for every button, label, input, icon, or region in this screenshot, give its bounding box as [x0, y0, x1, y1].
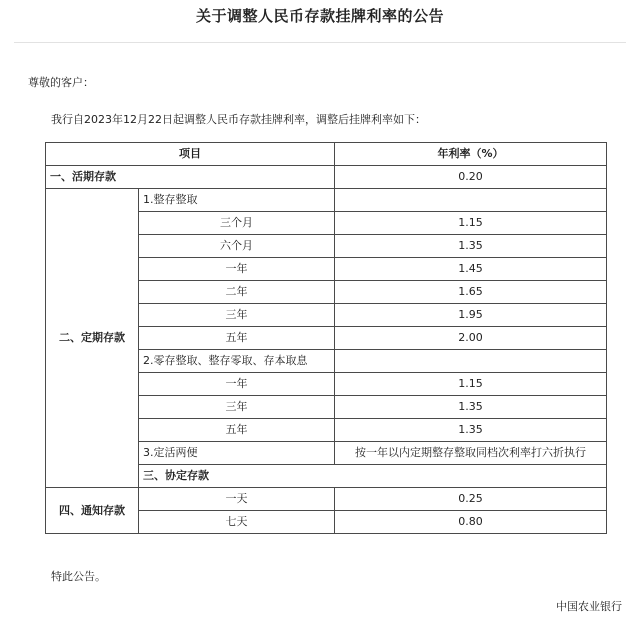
table-header-row [46, 143, 607, 166]
closing-note: 特此公告。 [51, 570, 106, 583]
rate-value [335, 350, 607, 373]
term-label: 六个月 [139, 235, 335, 258]
subsection-label: 1.整存整取 [139, 189, 335, 212]
rate-value: 1.35 [335, 419, 607, 442]
greeting: 尊敬的客户： [28, 76, 94, 89]
term-label: 三年 [139, 304, 335, 327]
rate-value: 按一年以内定期整存整取同档次利率打六折执行 [335, 442, 607, 465]
header-item: 项目 [46, 143, 335, 166]
rate-value: 0.80 [335, 511, 607, 534]
intro-paragraph: 我行自2023年12月22日起调整人民币存款挂牌利率，调整后挂牌利率如下： [51, 113, 426, 126]
bank-signature: 中国农业银行 [556, 600, 622, 613]
rate-value: 1.45 [335, 258, 607, 281]
rate-value: 1.95 [335, 304, 607, 327]
header-rate: 年利率（%） [335, 143, 607, 166]
term-label: 一年 [139, 258, 335, 281]
rate-value: 1.35 [335, 235, 607, 258]
rate-value: 1.15 [335, 212, 607, 235]
term-label: 五年 [139, 327, 335, 350]
section-notice-label: 四、通知存款 [46, 488, 139, 534]
subsection-label: 2.零存整取、整存零取、存本取息 [139, 350, 335, 373]
rate-table [45, 142, 607, 534]
rate-value: 1.65 [335, 281, 607, 304]
rate-value: 1.15 [335, 373, 607, 396]
page-title: 关于调整人民币存款挂牌利率的公告 [195, 7, 444, 25]
title-divider [14, 42, 626, 43]
table-row [46, 189, 607, 212]
table-row [46, 166, 607, 189]
section-time-label: 二、定期存款 [46, 189, 139, 488]
section-agreement-label: 三、协定存款 [139, 465, 607, 488]
table-row [46, 488, 607, 511]
rate-value: 2.00 [335, 327, 607, 350]
rate-value: 0.20 [335, 166, 607, 189]
term-label: 一年 [139, 373, 335, 396]
term-label: 二年 [139, 281, 335, 304]
term-label: 三年 [139, 396, 335, 419]
rate-value: 1.35 [335, 396, 607, 419]
term-label: 三个月 [139, 212, 335, 235]
rate-value [335, 189, 607, 212]
subsection-label: 3.定活两便 [139, 442, 335, 465]
rate-value: 0.25 [335, 488, 607, 511]
term-label: 一天 [139, 488, 335, 511]
section-demand-label: 一、活期存款 [46, 166, 335, 189]
term-label: 七天 [139, 511, 335, 534]
term-label: 五年 [139, 419, 335, 442]
